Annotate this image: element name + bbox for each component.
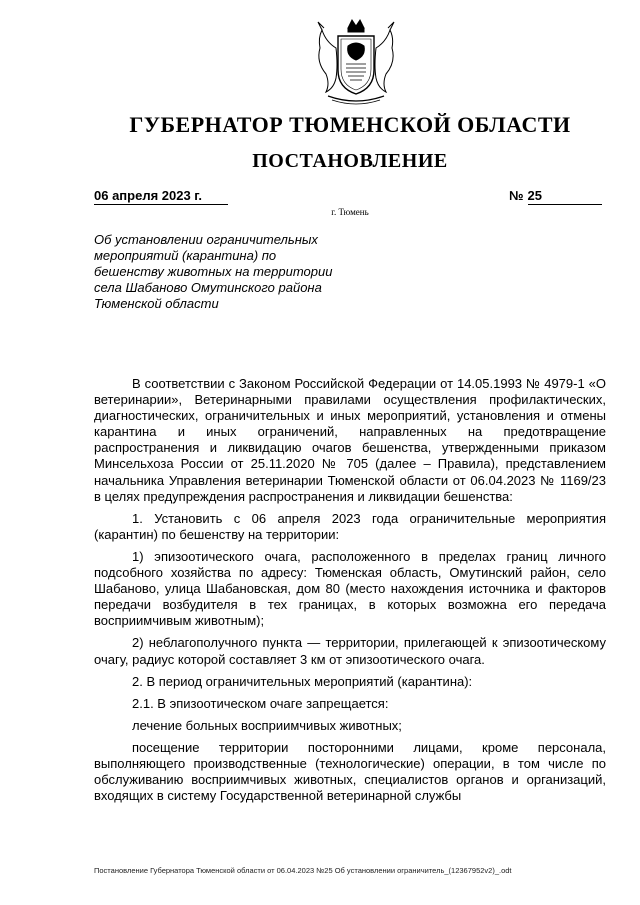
coat-of-arms-icon <box>296 18 416 108</box>
paragraph-item-1: 1. Установить с 06 апреля 2023 года ограничительные мероприятия (карантин) по бешенству на территории: <box>94 510 606 542</box>
footer-filename: Постановление Губернатора Тюменской области от 06.04.2023 №25 Об установлении ограничитель_(12367952v2)_.odt <box>94 866 512 875</box>
document-subject: Об установлении ограничительных мероприятий (карантина) по бешенству животных на территории села Шабаново Омутинского района Тюменской области <box>94 232 333 311</box>
paragraph-prohibition-1: лечение больных восприимчивых животных; <box>132 717 402 733</box>
document-body <box>94 376 606 804</box>
issuing-authority: ГУБЕРНАТОР ТЮМЕНСКОЙ ОБЛАСТИ <box>129 112 571 137</box>
paragraph-prohibition-2: посещение территории посторонними лицами, кроме персонала, выполняющего производственные (технологические) операции, в том числе по обслуживанию восприимчивых животных, специалистов органов и организаций, входящих в систему Государственной ветеринарной службы <box>94 739 606 804</box>
paragraph-item-2-1: 2.1. В эпизоотическом очаге запрещается: <box>132 695 389 711</box>
document-type: ПОСТАНОВЛЕНИЕ <box>252 150 448 172</box>
paragraph-item-2: 2. В период ограничительных мероприятий (карантина): <box>132 673 473 689</box>
document-date: 06 апреля 2023 г. <box>94 188 228 205</box>
place-of-issue: г. Тюмень <box>331 207 369 217</box>
number-sign: № <box>509 188 524 203</box>
paragraph-item-1-1: 1) эпизоотического очага, расположенного в пределах границ личного подсобного хозяйства по адресу: Тюменская область, Омутинский район, село Шабаново, улица Шабановская, дом 80 (место нахождения источника и факторов передачи возбудителя в тех границах, в которых возможна его передача восприимчивым животным); <box>94 548 606 629</box>
paragraph-preamble: В соответствии с Законом Российской Федерации от 14.05.1993 № 4979-1 «О ветеринарии», Ветеринарными правилами осуществления профилактических, диагностических, ограничительных и иных мероприятий, установления и отмены карантина и иных ограничений, направленных на предотвращение распространения и ликвидацию очагов бешенства, утвержденными приказом Минсельхоза России от 25.11.2020 № 705 (далее – Правила), представлением начальника Управления ветеринарии Тюменской области от 06.04.2023 № 1169/23 в целях предупреждения распространения и ликвидации бешенства: <box>94 376 606 504</box>
paragraph-item-1-2: 2) неблагополучного пункта — территории, прилегающей к эпизоотическому очагу, радиус которой составляет 3 км от эпизоотического очага. <box>94 635 606 667</box>
number-value: 25 <box>528 188 602 205</box>
document-number <box>509 188 602 205</box>
